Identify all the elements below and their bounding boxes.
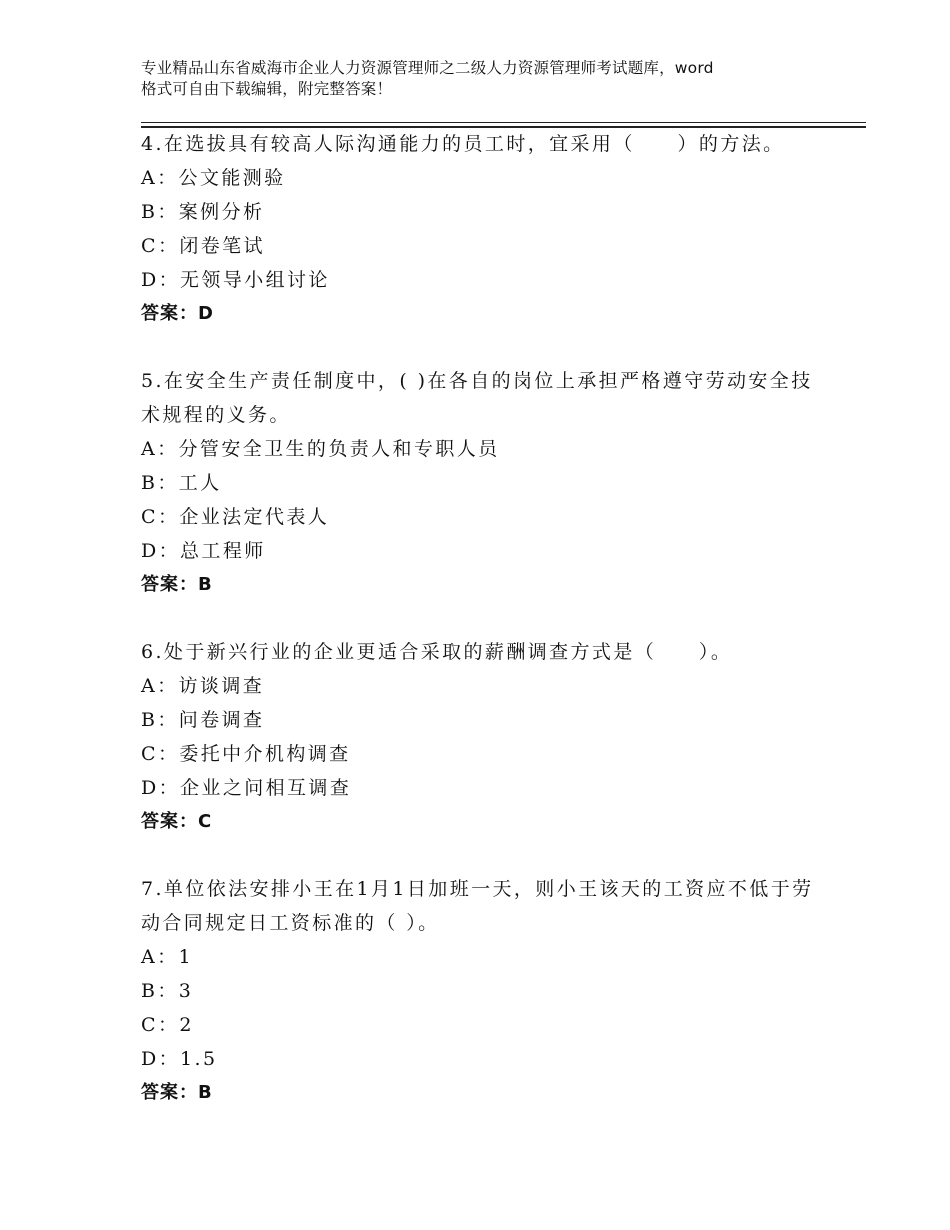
document-header (141, 58, 841, 100)
question-stem: 5.在安全生产责任制度中，( )在各自的岗位上承担严格遵守劳动安全技术规程的义务。 (141, 370, 813, 426)
answer-label: 答案：B (141, 574, 213, 595)
question-stem: 7.单位依法安排小王在1月1日加班一天，则小王该天的工资应不低于劳动合同规定日工资标准的（ ）。 (141, 878, 814, 934)
option-b: B：3 (141, 980, 194, 1002)
option-d: D：企业之问相互调查 (141, 777, 352, 799)
option-c: C：闭卷笔试 (141, 235, 265, 257)
question-list (141, 127, 821, 1143)
question-item (141, 364, 821, 602)
question-item (141, 127, 821, 331)
option-c: C：企业法定代表人 (141, 506, 330, 528)
header-line-1: 专业精品山东省威海市企业人力资源管理师之二级人力资源管理师考试题库，word (141, 59, 714, 77)
option-b: B：工人 (141, 472, 222, 494)
answer-label: 答案：B (141, 1082, 213, 1103)
question-item (141, 635, 821, 839)
option-c: C：2 (141, 1014, 194, 1036)
option-c: C：委托中介机构调查 (141, 743, 351, 765)
option-d: D：无领导小组讨论 (141, 269, 330, 291)
option-a: A：公文能测验 (141, 167, 286, 189)
option-d: D：总工程师 (141, 540, 266, 562)
answer-label: 答案：C (141, 811, 213, 832)
option-a: A：访谈调查 (141, 675, 265, 697)
answer-label: 答案：D (141, 303, 214, 324)
option-a: A：1 (141, 946, 194, 968)
option-b: B：案例分析 (141, 201, 265, 223)
header-divider-thin (141, 122, 866, 123)
header-line-2: 格式可自由下载编辑，附完整答案！ (141, 80, 393, 98)
question-item (141, 872, 821, 1110)
option-b: B：问卷调查 (141, 709, 265, 731)
option-d: D：1.5 (141, 1048, 218, 1070)
question-stem: 6.处于新兴行业的企业更适合采取的薪酬调查方式是（ ）。 (141, 641, 733, 663)
question-stem: 4.在选拔具有较高人际沟通能力的员工时，宜采用（ ）的方法。 (141, 133, 785, 155)
option-a: A：分管安全卫生的负责人和专职人员 (141, 438, 500, 460)
